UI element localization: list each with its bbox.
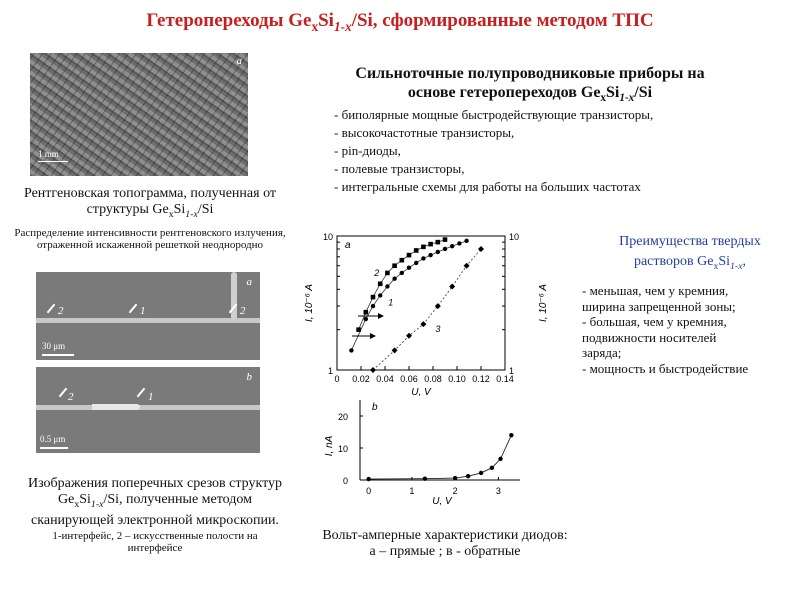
iv-caption: Вольт-амперные характеристики диодов: а – прямые ; в - обратные: [322, 528, 568, 559]
series-1-point: [400, 271, 404, 275]
series-label: 1: [388, 297, 394, 308]
y-axis-label-right: I, 10⁻⁶ A: [538, 284, 549, 322]
sem-image-a: [36, 272, 260, 360]
reverse-curve: [369, 435, 512, 479]
series-1-point: [443, 247, 447, 251]
reverse-point: [479, 471, 483, 475]
x-axis-label: U, V: [411, 387, 431, 398]
sem-b-label-2: 2: [68, 391, 74, 403]
x-tick-label: 0.14: [496, 374, 514, 384]
series-1-point: [436, 250, 440, 254]
x-tick-label: 1: [409, 486, 415, 496]
series-label: 2: [374, 267, 380, 278]
advantages-item: ширина запрещенной зоны;: [582, 298, 736, 314]
x-tick-label: 0.12: [472, 374, 490, 384]
sem-a-scale-label: 30 μm: [42, 341, 66, 351]
advantages-item: заряда;: [582, 345, 622, 360]
devices-list-item: - биполярные мощные быстродействующие транзисторы,: [334, 107, 654, 122]
sem-caption-small: 1-интерфейс, 2 – искусственные полости на интерфейсе: [52, 530, 258, 554]
x-tick-label: 0: [366, 486, 372, 496]
x-tick-label: 0: [334, 374, 340, 384]
x-tick-label: 0.02: [352, 374, 370, 384]
series-1-point: [414, 261, 418, 265]
arrow-right-head: [378, 313, 384, 319]
sem-a-scale-bar: [42, 354, 74, 356]
x-tick-label: 0.04: [376, 374, 394, 384]
series-1-point: [371, 304, 375, 308]
series-1-point: [392, 277, 396, 281]
series-3-point: [464, 263, 470, 269]
devices-list-item: - высокочастотные транзисторы,: [334, 125, 515, 140]
advantages-list: [582, 283, 797, 376]
series-1-point: [457, 241, 461, 245]
reverse-point: [453, 476, 457, 480]
advantages-item: подвижности носителей: [582, 329, 717, 345]
series-2-point: [371, 295, 376, 300]
series-1-point: [464, 239, 468, 243]
series-2-point: [392, 263, 397, 268]
sem-image-b: [36, 367, 260, 453]
y-tick-label-left: 10: [322, 232, 333, 242]
series-2-point: [436, 240, 441, 245]
sem-b-letter: b: [246, 371, 252, 383]
sem-a-label-2-left: 2: [58, 305, 64, 317]
series-1-point: [349, 348, 353, 352]
reverse-point: [498, 457, 502, 461]
y-tick-label: 10: [337, 444, 348, 454]
series-1-point: [407, 266, 411, 270]
sem-a-letter: a: [246, 276, 252, 288]
reverse-point: [509, 433, 513, 437]
sem-a-label-1: 1: [140, 305, 146, 317]
series-1-point: [378, 293, 382, 297]
topogram-scale-label: 1 mm: [38, 149, 59, 159]
series-3-point: [370, 367, 376, 373]
x-tick-label: 2: [452, 486, 458, 496]
series-3-line: [373, 249, 481, 370]
x-tick-label: 0.08: [424, 374, 442, 384]
iv-chart-forward: [300, 228, 558, 398]
series-2-point: [443, 237, 448, 242]
x-axis-label: U, V: [432, 496, 452, 507]
panel-label: b: [372, 402, 378, 413]
series-2-point: [428, 242, 433, 247]
series-3-point: [478, 246, 484, 252]
series-2-point: [400, 258, 405, 263]
devices-list-item: - полевые транзисторы,: [334, 161, 465, 176]
series-1-point: [421, 256, 425, 260]
reverse-point: [490, 466, 494, 470]
series-2-point: [421, 245, 426, 250]
series-3-point: [449, 283, 455, 289]
series-2-point: [378, 281, 383, 286]
devices-list-item: - интегральные схемы для работы на больших частотах: [334, 179, 641, 194]
topogram-caption: Рентгеновская топограмма, полученная от структуры $Ge_xSi_{1-x}/Si$: [23, 186, 276, 220]
series-2-point: [414, 248, 419, 253]
series-2-point: [385, 271, 390, 276]
topogram-letter: a: [236, 55, 242, 67]
y-axis-label-left: I, 10⁻⁶ A: [304, 284, 315, 322]
iv-chart-reverse: [320, 396, 530, 512]
topogram-scale-bar: [38, 161, 68, 162]
xray-topogram-image: [30, 53, 248, 176]
x-tick-label: 0.10: [448, 374, 466, 384]
y-tick-label: 0: [342, 476, 348, 486]
series-1-point: [385, 284, 389, 288]
devices-heading: Сильноточные полупроводниковые приборы на основе гетеропереходов $Ge_xSi_{1-x}/Si$: [355, 65, 705, 105]
arrow-right-2-head: [370, 333, 376, 339]
y-tick-label-right: 10: [509, 232, 520, 242]
panel-label: a: [345, 240, 351, 251]
advantages-item: - большая, чем у кремния,: [582, 314, 727, 329]
y-axis-label: I, nA: [324, 435, 335, 457]
advantages-item: - мощность и быстродействие: [582, 360, 749, 376]
reverse-point: [366, 477, 370, 481]
topogram-caption-small: Распределение интенсивности рентгеновского излучения, отраженной искаженной решеткой неоднородно: [14, 227, 286, 251]
series-2-point: [364, 310, 369, 315]
devices-list-item: - pin-диоды,: [334, 143, 401, 158]
series-1-point: [450, 244, 454, 248]
advantages-item: - меньшая, чем у кремния,: [582, 283, 729, 298]
x-tick-label: 0.06: [400, 374, 418, 384]
series-1-point: [364, 317, 368, 321]
sem-caption: Изображения поперечных срезов структур $Ge_xSi_{1-x}/Si$, полученные методом сканирующей электронной микроскопии.: [27, 476, 283, 528]
x-tick-label: 3: [495, 486, 501, 496]
advantages-title: Преимущества твердых растворов $Ge_xSi_{1-x}$,: [619, 234, 761, 272]
y-tick-label: 20: [337, 412, 348, 422]
reverse-point: [466, 474, 470, 478]
series-1-point: [428, 253, 432, 257]
devices-list: [334, 106, 653, 196]
sem-a-label-2-right: 2: [240, 305, 246, 317]
series-label: 3: [435, 324, 441, 335]
sem-b-scale-bar: [40, 447, 68, 449]
plot-frame: [337, 236, 505, 370]
sem-b-label-1: 1: [148, 391, 154, 403]
page-title: Гетеропереходы $Ge_xSi_{1-x}/Si$, сформированные методом ТПС: [146, 10, 654, 34]
reverse-point: [423, 477, 427, 481]
sem-b-scale-label: 0.5 μm: [40, 434, 66, 444]
series-2-point: [407, 253, 412, 258]
y-tick-label-left: 1: [327, 366, 333, 376]
series-2-point: [356, 327, 361, 332]
y-tick-label-right: 1: [509, 366, 515, 376]
